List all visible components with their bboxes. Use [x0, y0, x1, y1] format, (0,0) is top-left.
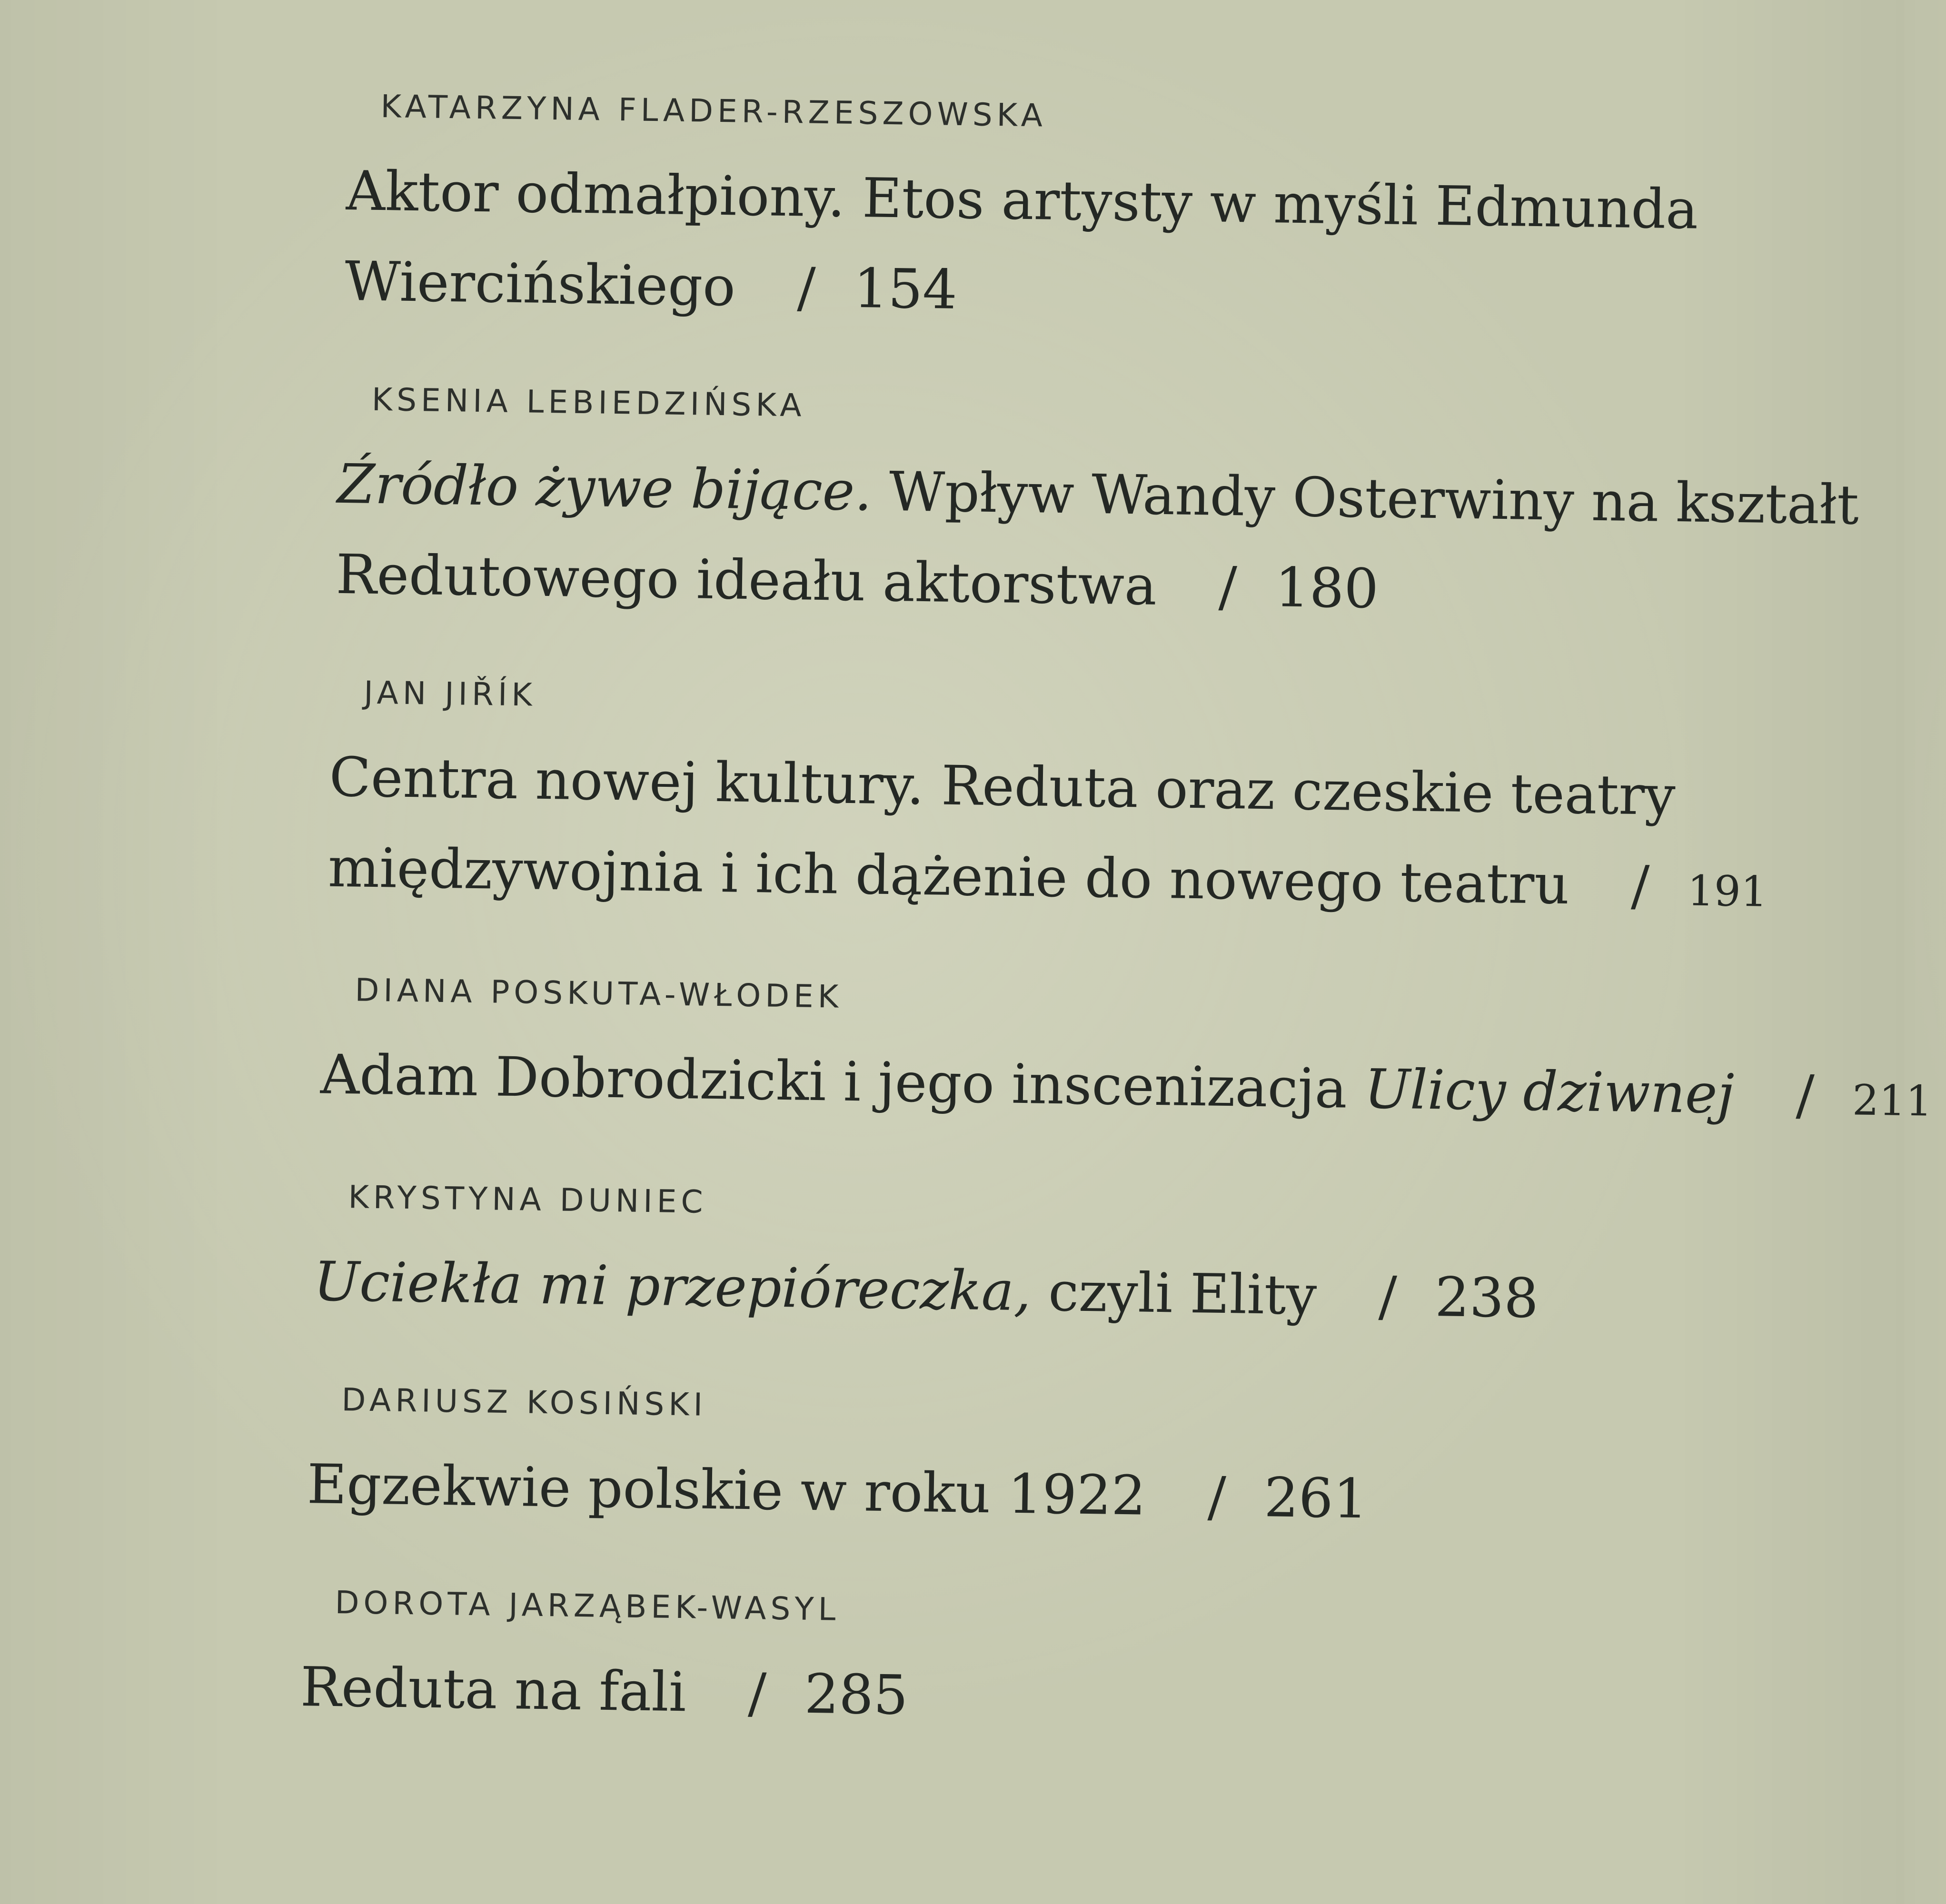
entry-author: JAN JIŘÍK: [363, 674, 537, 714]
entry-title: [313, 1236, 1807, 1348]
entry-author: KRYSTYNA DUNIEC: [348, 1179, 708, 1220]
entry-title-line: Centra nowej kultury. Reduta oraz czeskie teatry: [328, 745, 1676, 828]
page-separator: /: [796, 256, 816, 319]
entry-title: [328, 732, 1814, 938]
page-number: 261: [1263, 1466, 1369, 1531]
page-separator: /: [1378, 1264, 1398, 1329]
toc-entry: [313, 1181, 1808, 1348]
entry-author: DIANA POSKUTA-WŁODEK: [355, 972, 843, 1015]
entry-title: [335, 439, 1859, 640]
toc-entry: [344, 90, 1823, 347]
entry-title-line: Redutowego ideału aktorstwa: [335, 542, 1157, 617]
entry-title-text: Wpływ Wandy Osterwiny na kształt: [871, 459, 1859, 537]
entry-title-text: Adam Dobrodzicki i jego inscenizacja: [320, 1042, 1365, 1121]
page-separator: /: [1207, 1465, 1227, 1529]
page-separator: /: [747, 1661, 767, 1725]
page-number: 285: [804, 1662, 909, 1727]
page-separator: /: [1630, 853, 1650, 918]
entry-title-line: Aktor odmałpiony. Etos artysty w myśli Edmunda: [346, 159, 1699, 241]
toc-entry: [300, 1584, 1802, 1753]
toc-entry: [328, 674, 1815, 938]
page-number: 154: [853, 256, 958, 321]
entry-title-text: czyli Elity: [1031, 1259, 1317, 1327]
toc-entry: [320, 972, 1933, 1145]
page-number: 191: [1687, 866, 1768, 916]
entry-title-italic: Źródło żywe bijące.: [337, 452, 873, 523]
toc-entry: [335, 381, 1859, 640]
entry-title-line: Reduta na fali: [300, 1655, 687, 1724]
entry-author: KSENIA LEBIEDZIŃSKA: [371, 381, 806, 424]
entry-title: [300, 1642, 1801, 1753]
page-number: 180: [1274, 555, 1379, 621]
page-number: 211: [1852, 1075, 1933, 1126]
entry-author: DARIUSZ KOSIŃSKI: [341, 1381, 707, 1423]
entry-title-italic: Uciekła mi przepióreczka,: [313, 1250, 1032, 1323]
entry-title-line: Egzekwie polskie w roku 1922: [307, 1452, 1147, 1527]
page-separator: /: [1795, 1063, 1815, 1127]
entry-title: [320, 1029, 1933, 1145]
entry-author: DOROTA JARZĄBEK-WASYL: [335, 1584, 840, 1628]
page-number: 238: [1434, 1265, 1539, 1330]
entry-title-line: międzywojnia i ich dążenie do nowego teatru: [328, 835, 1570, 916]
table-of-contents: [300, 88, 1933, 1810]
page-separator: /: [1218, 555, 1238, 619]
toc-entry: [307, 1381, 1805, 1550]
entry-title: [307, 1439, 1804, 1550]
entry-author: KATARZYNA FLADER-RZESZOWSKA: [380, 88, 1047, 134]
entry-title-line: Wiercińskiego: [344, 249, 736, 318]
entry-title: [344, 146, 1822, 347]
entry-title-italic: Ulicy dziwnej: [1364, 1057, 1735, 1126]
